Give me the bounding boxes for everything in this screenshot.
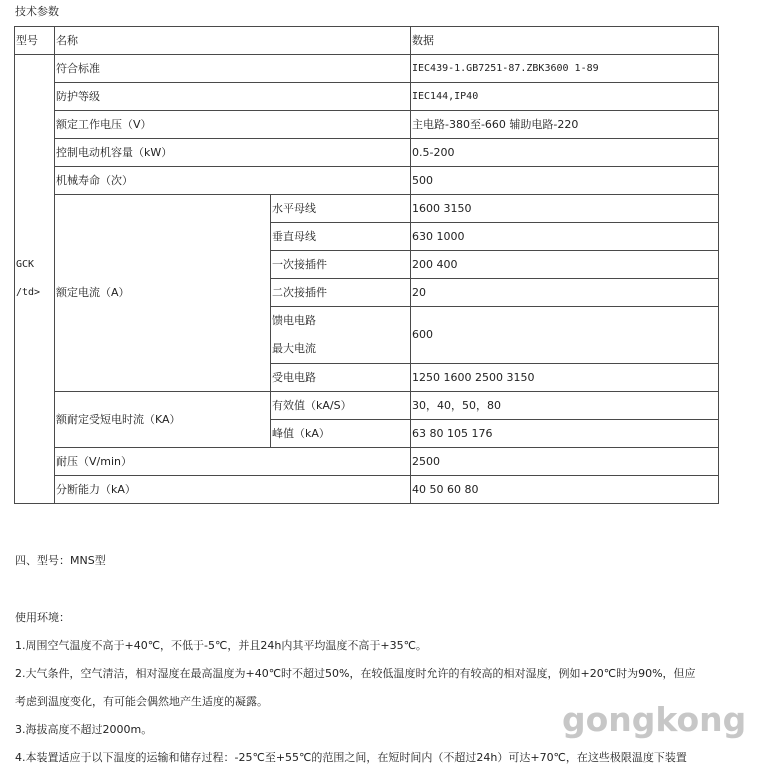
sub-param-name: 垂直母线 <box>271 223 411 251</box>
param-value: 主电路-380至-660 辅助电路-220 <box>411 111 719 139</box>
param-value: 20 <box>411 279 719 307</box>
sub-param-name: 一次接插件 <box>271 251 411 279</box>
param-name: 符合标准 <box>55 55 411 83</box>
model-stray-tag: /td> <box>16 287 41 298</box>
param-value: 2500 <box>411 448 719 476</box>
param-name: 分断能力（kA） <box>55 476 411 504</box>
sub-param-name: 有效值（kA/S） <box>271 392 411 420</box>
param-value: 600 <box>411 307 719 364</box>
table-row <box>15 167 719 195</box>
section-title: 技术参数 <box>15 5 59 18</box>
sub-param-name: 二次接插件 <box>271 279 411 307</box>
param-value: 1250 1600 2500 3150 <box>411 364 719 392</box>
param-value: IEC144,IP40 <box>411 83 719 111</box>
environment-item-3: 3.海拔高度不超过2000m。 <box>15 723 153 736</box>
table-row <box>15 195 719 223</box>
sub-param-name <box>271 307 411 364</box>
param-value: 500 <box>411 167 719 195</box>
sub-param-name-line: 馈电电路 <box>272 314 316 327</box>
section-4-title: 四、型号：MNS型 <box>15 554 106 567</box>
sub-param-name: 峰值（kA） <box>271 420 411 448</box>
param-value: 30，40，50，80 <box>411 392 719 420</box>
gongkong-watermark: gongkong <box>562 700 747 739</box>
table-row <box>15 392 719 420</box>
param-name: 额耐定受短电时流（KA） <box>55 392 271 448</box>
table-row <box>15 139 719 167</box>
table-row <box>15 448 719 476</box>
table-row <box>15 83 719 111</box>
param-name: 额定电流（A） <box>55 195 271 392</box>
param-name: 额定工作电压（V） <box>55 111 411 139</box>
param-value: 1600 3150 <box>411 195 719 223</box>
param-name: 耐压（V/min） <box>55 448 411 476</box>
table-row <box>15 111 719 139</box>
header-model: 型号 <box>15 27 55 55</box>
param-name: 防护等级 <box>55 83 411 111</box>
model-name: GCK <box>16 259 35 270</box>
model-cell <box>15 55 55 504</box>
param-value: 200 400 <box>411 251 719 279</box>
environment-item-2: 2.大气条件，空气清洁，相对湿度在最高温度为+40℃时不超过50%，在较低温度时允许的有较高的相对湿度，例如+20℃时为90%，但应 <box>15 667 696 680</box>
sub-param-name: 水平母线 <box>271 195 411 223</box>
param-name: 控制电动机容量（kW） <box>55 139 411 167</box>
sub-param-name: 受电电路 <box>271 364 411 392</box>
environment-title: 使用环境： <box>15 611 70 624</box>
table-row <box>15 55 719 83</box>
param-value: IEC439-1.GB7251-87.ZBK3600 1-89 <box>411 55 719 83</box>
table-header-row <box>15 27 719 55</box>
table-row <box>15 476 719 504</box>
header-data: 数据 <box>411 27 719 55</box>
param-value: 0.5-200 <box>411 139 719 167</box>
sub-param-name-line: 最大电流 <box>272 342 316 355</box>
header-name: 名称 <box>55 27 411 55</box>
environment-item-1: 1.周围空气温度不高于+40℃，不低于-5℃，并且24h内其平均温度不高于+35℃。 <box>15 639 427 652</box>
param-value: 63 80 105 176 <box>411 420 719 448</box>
technical-parameters-table <box>14 26 719 504</box>
param-value: 40 50 60 80 <box>411 476 719 504</box>
param-value: 630 1000 <box>411 223 719 251</box>
environment-item-2-cont: 考虑到温度变化，有可能会偶然地产生适度的凝露。 <box>15 695 268 708</box>
environment-item-4: 4.本装置适应于以下温度的运输和储存过程：-25℃至+55℃的范围之间，在短时间内（不超过24h）可达+70℃，在这些极限温度下装置 <box>15 751 687 764</box>
param-name: 机械寿命（次） <box>55 167 411 195</box>
